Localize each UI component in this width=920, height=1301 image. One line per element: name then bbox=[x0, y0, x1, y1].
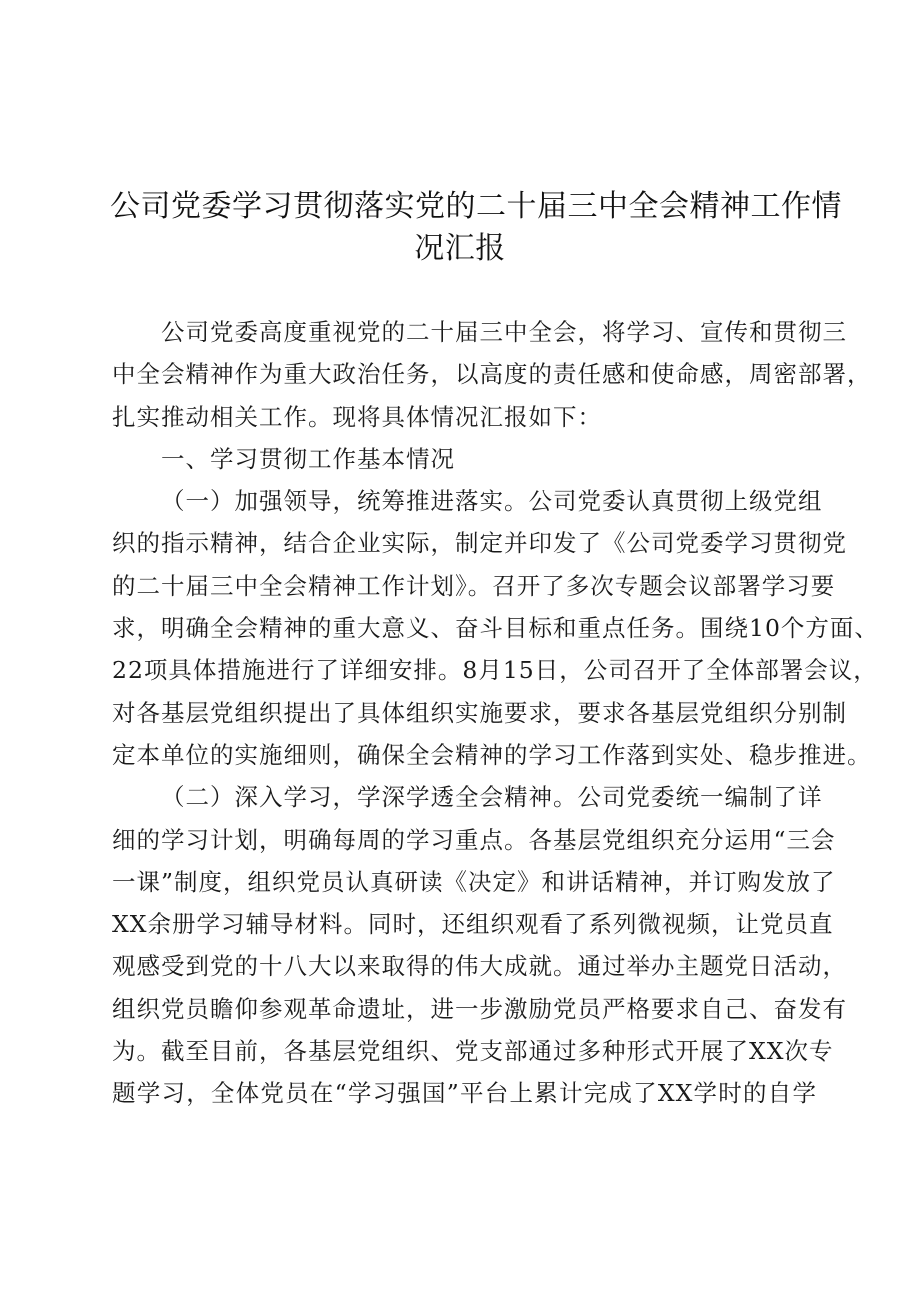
intro-paragraph-line: 扎实推动相关工作。现将具体情况汇报如下： bbox=[112, 402, 602, 431]
subsection-2-line: 一课”制度，组织党员认真研读《决定》和讲话精神，并订购发放了 bbox=[112, 867, 836, 896]
subsection-2-line: XX余册学习辅导材料。同时，还组织观看了系列微视频，让党员直 bbox=[112, 910, 834, 939]
subsection-1-line: 22项具体措施进行了详细安排。8月15日，公司召开了全体部署会议， bbox=[112, 656, 878, 685]
intro-paragraph-line: 中全会精神作为重大政治任务，以高度的责任感和使命感，周密部署， bbox=[112, 360, 872, 389]
subsection-1-line: 定本单位的实施细则，确保全会精神的学习工作落到实处、稳步推进。 bbox=[112, 740, 872, 769]
document-body bbox=[112, 311, 879, 1115]
intro-paragraph-line: 公司党委高度重视党的二十届三中全会，将学习、宣传和贯彻三 bbox=[161, 318, 847, 346]
title-line-1: 公司党委学习贯彻落实党的二十届三中全会精神工作情 bbox=[110, 189, 842, 225]
section-heading-1: 一、学习贯彻工作基本情况 bbox=[161, 444, 455, 473]
subsection-2-line: 题学习，全体党员在“学习强国”平台上累计完成了XX学时的自学 bbox=[112, 1079, 817, 1108]
subsection-2-line: 组织党员瞻仰参观革命遗址，进一步激励党员严格要求自己、奋发有 bbox=[112, 994, 847, 1023]
title-line-2: 况汇报 bbox=[414, 231, 506, 267]
subsection-1-line: 织的指示精神，结合企业实际，制定并印发了《公司党委学习贯彻党 bbox=[112, 529, 847, 558]
subsection-1-line: 对各基层党组织提出了具体组织实施要求，要求各基层党组织分别制 bbox=[112, 698, 847, 727]
subsection-1-line: 求，明确全会精神的重大意义、奋斗目标和重点任务。围绕10个方面、 bbox=[112, 614, 879, 643]
subsection-2-line: 细的学习计划，明确每周的学习重点。各基层党组织充分运用“三会 bbox=[112, 825, 836, 854]
subsection-2-line: （二）深入学习，学深学透全会精神。公司党委统一编制了详 bbox=[161, 783, 823, 812]
subsection-1-line: 的二十届三中全会精神工作计划》。召开了多次专题会议部署学习要 bbox=[112, 571, 836, 600]
document-title bbox=[110, 186, 842, 270]
subsection-1-line: （一）加强领导，统筹推进落实。公司党委认真贯彻上级党组 bbox=[161, 487, 823, 516]
subsection-2-line: 为。截至目前，各基层党组织、党支部通过多种形式开展了XX次专 bbox=[112, 1037, 834, 1066]
subsection-2-line: 观感受到党的十八大以来取得的伟大成就。通过举办主题党日活动， bbox=[112, 952, 847, 981]
